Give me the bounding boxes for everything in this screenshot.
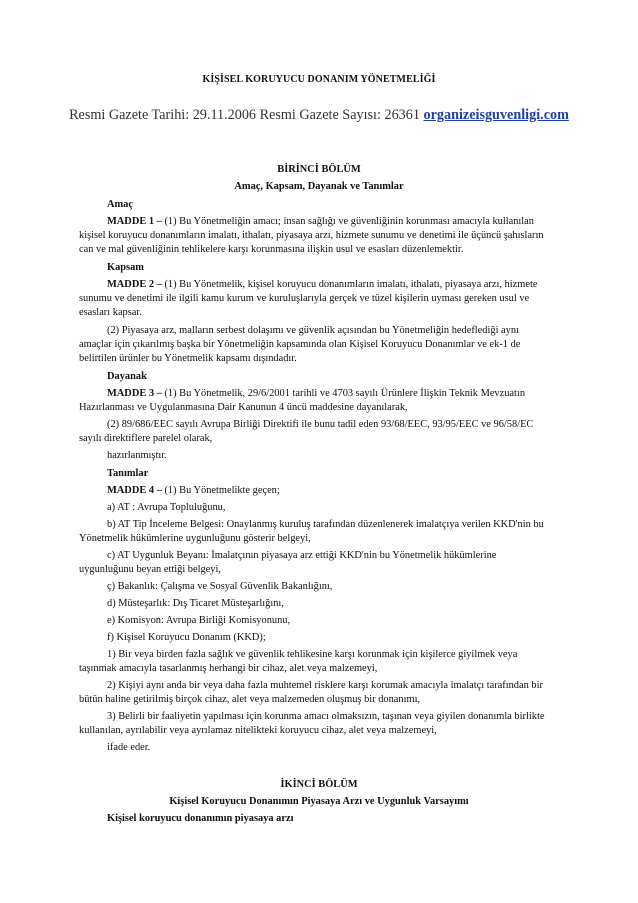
definition-c-line-2: uygunluğunu beyan ettiği belgeyi,: [79, 564, 221, 575]
madde-1-line-2: kişisel koruyucu donanımların imalatı, ithalatı, piyasaya arzı, hizmete sunumu ve denetimi ile üçüncü şahısların: [79, 230, 544, 241]
madde-1-label: MADDE 1 –: [107, 216, 162, 227]
madde-2-line-1: [107, 278, 559, 291]
madde-1-line-3: can ve mal güvenliğinin tehlikelere karşı korunmasına ilişkin usul ve esasları düzenlemektir.: [79, 244, 464, 255]
definition-f2-line-2: bütün haline getirilmiş birçok cihaz, alet veya malzemeden oluşmuş bir donanımı,: [79, 694, 421, 705]
definition-f1-line-2: taşınmak amacıyla tasarlanmış herhangi bir cihaz, alet veya malzemeyi,: [79, 663, 378, 674]
madde-1-text: (1) Bu Yönetmeliğin amacı; insan sağlığı ve güvenliğinin korunması amacıyla kullanılan: [161, 216, 534, 227]
section-heading-amac: Amaç: [107, 199, 133, 210]
definition-b-line-2: Yönetmelik hükümlerine uygunluğunu gösterir belgeyi,: [79, 533, 311, 544]
madde-4-closing: ifade eder.: [107, 742, 151, 753]
definition-f: f) Kişisel Koruyucu Donanım (KKD);: [107, 632, 266, 643]
section-heading-tanimlar: Tanımlar: [107, 468, 149, 479]
definition-b-line-1: b) AT Tip İnceleme Belgesi: Onaylanmış kuruluş tarafından düzenlenerek imalatçıya verilen KKD'nin bu: [107, 519, 544, 530]
section-heading-dayanak: Dayanak: [107, 371, 147, 382]
madde-3-p2-line-1: (2) 89/686/EEC sayılı Avrupa Birliği Direktifi ile bunu tadil eden 93/68/EEC, 93/95/EEC ve 96/58/EC: [107, 419, 534, 430]
madde-3-p2-line-2: sayılı direktiflere parelel olarak,: [79, 433, 213, 444]
definition-f2-line-1: 2) Kişiyi aynı anda bir veya daha fazla muhtemel risklere karşı korumak amacıyla imalatçı tarafından bir: [107, 680, 543, 691]
definition-d: d) Müsteşarlık: Dış Ticaret Müsteşarlığını,: [107, 598, 284, 609]
madde-2-p2-line-1: (2) Piyasaya arz, malların serbest dolaşımı ve güvenlik açısından bu Yönetmeliğin hedeflediği aynı: [107, 325, 519, 336]
definition-f1-line-1: 1) Bir veya birden fazla sağlık ve güvenlik tehlikesine karşı korunmak için kişilerce giyilmek veya: [107, 649, 518, 660]
madde-3-text: (1) Bu Yönetmelik, 29/6/2001 tarihli ve 4703 sayılı Ürünlere İlişkin Teknik Mevzuatın: [161, 388, 526, 399]
section-heading-kapsam: Kapsam: [107, 262, 144, 273]
madde-3-line-2: Hazırlanması ve Uygulanmasına Dair Kanunun 4 üncü maddesine dayanılarak,: [79, 402, 408, 413]
madde-3-line-1: [107, 387, 559, 400]
madde-4-intro: (1) Bu Yönetmelikte geçen;: [161, 485, 280, 496]
chapter-2-title: İKİNCİ BÖLÜM: [280, 779, 358, 790]
chapter-1-title: BİRİNCİ BÖLÜM: [277, 164, 361, 175]
madde-2-line-2: sunumu ve denetimi ile ilgili kamu kurum ve kuruluşlarıyla gerçek ve tüzel kişilerin uyması gereken usul ve: [79, 293, 530, 304]
definition-f3-line-1: 3) Belirli bir faaliyetin yapılması için korunma amacı olmaksızın, taşınan veya giyilen donanımla birlikte: [107, 711, 545, 722]
document-title: KİŞİSEL KORUYUCU DONANIM YÖNETMELİĞİ: [202, 74, 436, 85]
chapter-2-subtitle: Kişisel Koruyucu Donanımın Piyasaya Arzı ve Uygunluk Varsayımı: [169, 796, 469, 807]
madde-4-line-1: [107, 484, 559, 497]
madde-2-label: MADDE 2 –: [107, 279, 162, 290]
madde-2-p2-line-3: belirtilen ürünler bu Yönetmelik kapsamı dışındadır.: [79, 353, 297, 364]
definition-a: a) AT : Avrupa Topluluğunu,: [107, 502, 226, 513]
madde-2-text: (1) Bu Yönetmelik, kişisel koruyucu donanımların imalatı, ithalatı, piyasaya arzı, hizmete: [161, 279, 538, 290]
madde-2-p2-line-2: amaçlar için çıkarılmış başka bir Yönetmeliğin kapsamında olan Kişisel Koruyucu Donanımlar ve ek-1 de: [79, 339, 521, 350]
madde-3-label: MADDE 3 –: [107, 388, 162, 399]
definition-c-cedilla: ç) Bakanlık: Çalışma ve Sosyal Güvenlik Bakanlığını,: [107, 581, 333, 592]
source-link[interactable]: organizeisguvenligi.com: [423, 107, 569, 123]
madde-4-label: MADDE 4 –: [107, 485, 162, 496]
madde-1-line-1: [107, 215, 559, 228]
definition-f3-line-2: kullanılan, ayrılabilir veya ayrılamaz nitelikteki koruyucu cihaz, alet veya malzemeyi,: [79, 725, 437, 736]
gazette-info: [0, 106, 638, 124]
definition-e: e) Komisyon: Avrupa Birliği Komisyonunu,: [107, 615, 291, 626]
definition-c-line-1: c) AT Uygunluk Beyanı: İmalatçının piyasaya arz ettiği KKD'nin bu Yönetmelik hükümlerine: [107, 550, 497, 561]
section-heading-piyasaya-arz: Kişisel koruyucu donanımın piyasaya arzı: [107, 813, 294, 824]
madde-3-closing: hazırlanmıştır.: [107, 450, 167, 461]
madde-2-line-3: esasları kapsar.: [79, 307, 142, 318]
chapter-1-subtitle: Amaç, Kapsam, Dayanak ve Tanımlar: [234, 181, 404, 192]
gazette-date-number: Resmi Gazete Tarihi: 29.11.2006 Resmi Gazete Sayısı: 26361: [69, 107, 420, 123]
